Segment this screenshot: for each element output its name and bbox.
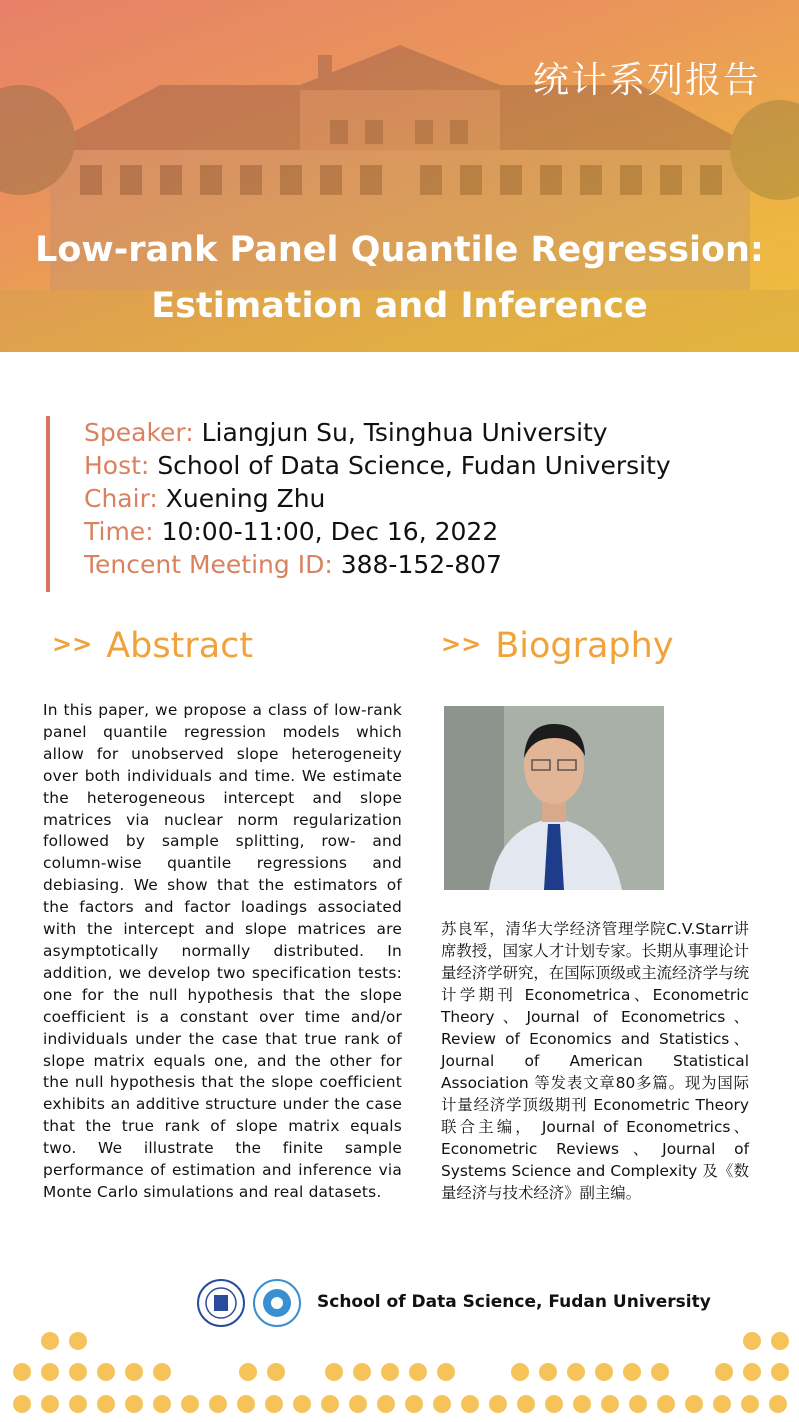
speaker-line [84,416,671,449]
event-info [46,416,671,592]
time-line [84,515,671,548]
time-label: Time: [84,517,154,546]
meeting-label: Tencent Meeting ID: [84,550,333,579]
abstract-text: In this paper, we propose a class of low-rank panel quantile regression models which allow for unobserved slope heterogeneity over both individuals and time. We estimate the heterogeneous intercept and slope matrices via nuclear norm regularization followed by sample splitting, row- and column-wise quantile regressions and debiasing. We show that the estimators of the factors and factor loadings associated with the intercept and slope matrices are asymptotically normally distributed. In addition, we develop two specification tests: one for the null hypothesis that the slope coefficient is a constant over time and/or individuals under the case that true rank of slope matrix equals one, and the other for the null hypothesis that the slope coefficient exhibits an additive structure under the case that the true rank of slope matrix equals two. We illustrate the finite sample performance of estimation and inference via Monte Carlo simulations and real datasets. [43,701,402,1201]
header-banner [0,0,799,352]
biography-heading [441,626,674,666]
speaker-label: Speaker: [84,418,194,447]
series-tag: 统计系列报告 [532,60,761,101]
talk-title [0,222,799,334]
biography-heading-text: Biography [495,626,674,666]
biography-text: 苏良军，清华大学经济管理学院C.V.Starr讲席教授，国家人才计划专家。长期从事理论计量经济学研究，在国际顶级或主流经济学与统计学期刊 Econometrica、Econometric Theory、Journal of Econometrics、Review of Economics and Statistics、Journal of American Statistical Association 等发表文章80多篇。现为国际计量经济学顶级期刊 Econometric Theory 联合主编， Journal of Econometrics、Econometric Reviews、Journal of Systems Science and Complexity 及《数量经济与技术经济》副主编。 [441,920,749,1202]
time-value: 10:00-11:00, Dec 16, 2022 [161,517,499,546]
host-value: School of Data Science, Fudan University [157,451,671,480]
host-label: Host: [84,451,150,480]
meeting-line [84,548,671,581]
speaker-portrait [444,706,664,890]
fudan-university-logo-icon [196,1278,246,1328]
dot-pattern [13,1332,789,1413]
abstract-heading [52,626,253,666]
school-of-data-science-logo-icon [252,1278,302,1328]
biography-arrows-icon: >> [441,630,482,658]
chair-line [84,482,671,515]
speaker-photo-image [444,706,664,890]
abstract-arrows-icon: >> [52,630,93,658]
speaker-value: Liangjun Su, Tsinghua University [201,418,608,447]
chair-label: Chair: [84,484,158,513]
abstract-heading-text: Abstract [106,626,254,666]
title-line-2: Estimation and Inference [151,286,648,326]
chair-value: Xuening Zhu [165,484,326,513]
meeting-value: 388-152-807 [340,550,502,579]
title-line-1: Low-rank Panel Quantile Regression: [35,230,764,270]
footer-organization: School of Data Science, Fudan University [317,1292,711,1312]
decorative-dots [0,1330,799,1422]
host-line [84,449,671,482]
